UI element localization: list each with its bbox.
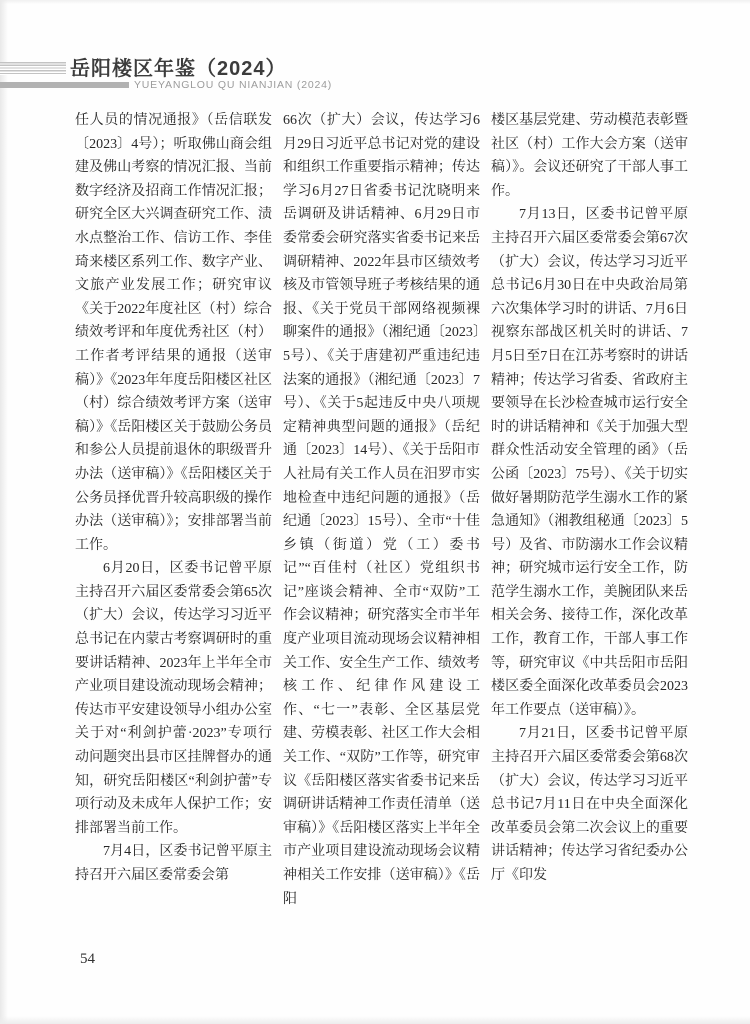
paragraph: 6月20日，区委书记曾平原主持召开六届区委常委会第65次（扩大）会议，传达学习习近平总书记在内蒙古考察调研时的重要讲话精神、2023年上半年全市产业项目建设流动现场会精神；传达市平安建设领导小组办公室关于对“利剑护蕾·2023”专项行动问题突出县市区挂牌督办的通知，研究岳阳楼区“利剑护蕾”专项行动及未成年人保护工作；安排部署当前工作。 <box>75 561 272 836</box>
text-columns <box>75 109 689 911</box>
header-bar-decoration <box>0 82 129 88</box>
paragraph: 楼区基层党建、劳动模范表彰暨社区（村）工作大会方案（送审稿）》。会议还研究了干部人事工作。 <box>491 113 688 199</box>
paragraph: 66次（扩大）会议，传达学习6月29日习近平总书记对党的建设和组织工作重要指示精神；传达学习6月27日省委书记沈晓明来岳调研及讲话精神、6月29日市委常委会研究落实省委书记来岳调研精神、2022年县市区绩效考核及市管领导班子考核结果的通报、《关于党员干部网络视频裸聊案件的通报》（湘纪通〔2023〕5号）、《关于唐建初严重违纪违法案的通报》（湘纪通〔2023〕7号）、《关于5起违反中央八项规定精神典型问题的通报》（岳纪通〔2023〕14号）、《关于岳阳市人社局有关工作人员在汨罗市实地检查中违纪问题的通报》（岳纪通〔2023〕15号）、全市“十佳乡镇（街道）党（工）委书记”“百佳村（社区）党组织书记”座谈会精神、全市“双防”工作会议精神；研究落实全市半年度产业项目流动现场会议精神相关工作、安全生产工作、绩效考核工作、纪律作风建设工作、“七一”表彰、全区基层党建、劳模表彰、社区工作大会相关工作、“双防”工作等，研究审议《岳阳楼区落实省委书记来岳调研讲话精神工作责任清单（送审稿）》《岳阳楼区落实上半年全市产业项目建设流动现场会议精神相关工作安排（送审稿）》《岳阳 <box>283 113 480 907</box>
paragraph: 7月21日，区委书记曾平原主持召开六届区委常委会第68次（扩大）会议，传达学习习近平总书记7月11日在中央全面深化改革委员会第二次会议上的重要讲话精神；传达学习省纪委办公厅《印发 <box>491 726 688 883</box>
text-column-2 <box>283 109 480 911</box>
page-header-title: 岳阳楼区年鉴（2024） <box>70 58 287 80</box>
text-column-3 <box>491 109 688 911</box>
page-edge-shadow-top <box>0 0 750 4</box>
page-edge-shadow-bottom <box>0 1016 750 1024</box>
page-number: 54 <box>80 951 95 967</box>
page-header-subtitle: YUEYANGLOU QU NIANJIAN (2024) <box>134 79 333 91</box>
header-stripes-decoration <box>0 62 66 75</box>
paragraph: 任人员的情况通报》（岳信联发〔2023〕4号）；听取佛山商会组建及佛山考察的情况汇报、当前数字经济及招商工作情况汇报；研究全区大兴调查研究工作、渍水点整治工作、信访工作、李佳琦来楼区系列工作、数字产业、文旅产业发展工作；研究审议《关于2022年度社区（村）综合绩效考评和年度优秀社区（村）工作者考评结果的通报（送审稿）》《2023年年度岳阳楼区社区（村）综合绩效考评方案（送审稿）》《岳阳楼区关于鼓励公务员和参公人员提前退休的职级晋升办法（送审稿）》《岳阳楼区关于公务员择优晋升较高职级的操作办法（送审稿）》；安排部署当前工作。 <box>75 113 272 553</box>
page-edge-shadow-left <box>0 0 8 1024</box>
text-column-1 <box>75 109 272 911</box>
paragraph: 7月13日，区委书记曾平原主持召开六届区委常委会第67次（扩大）会议，传达学习习近平总书记6月30日在中央政治局第六次集体学习时的讲话、7月6日视察东部战区机关时的讲话、7月5日至7日在江苏考察时的讲话精神；传达学习省委、省政府主要领导在长沙检查城市运行安全时的讲话精神和《关于加强大型群众性活动安全管理的函》（岳公函〔2023〕75号）、《关于切实做好暑期防范学生溺水工作的紧急通知》（湘教组秘通〔2023〕5号）及省、市防溺水工作会议精神；研究城市运行安全工作，防范学生溺水工作，美腕团队来岳相关会务、接待工作，深化改革工作，教育工作，干部人事工作等，研究审议《中共岳阳市岳阳楼区委全面深化改革委员会2023年工作要点（送审稿）》。 <box>491 207 688 718</box>
paragraph: 7月4日，区委书记曾平原主持召开六届区委常委会第 <box>75 844 272 883</box>
